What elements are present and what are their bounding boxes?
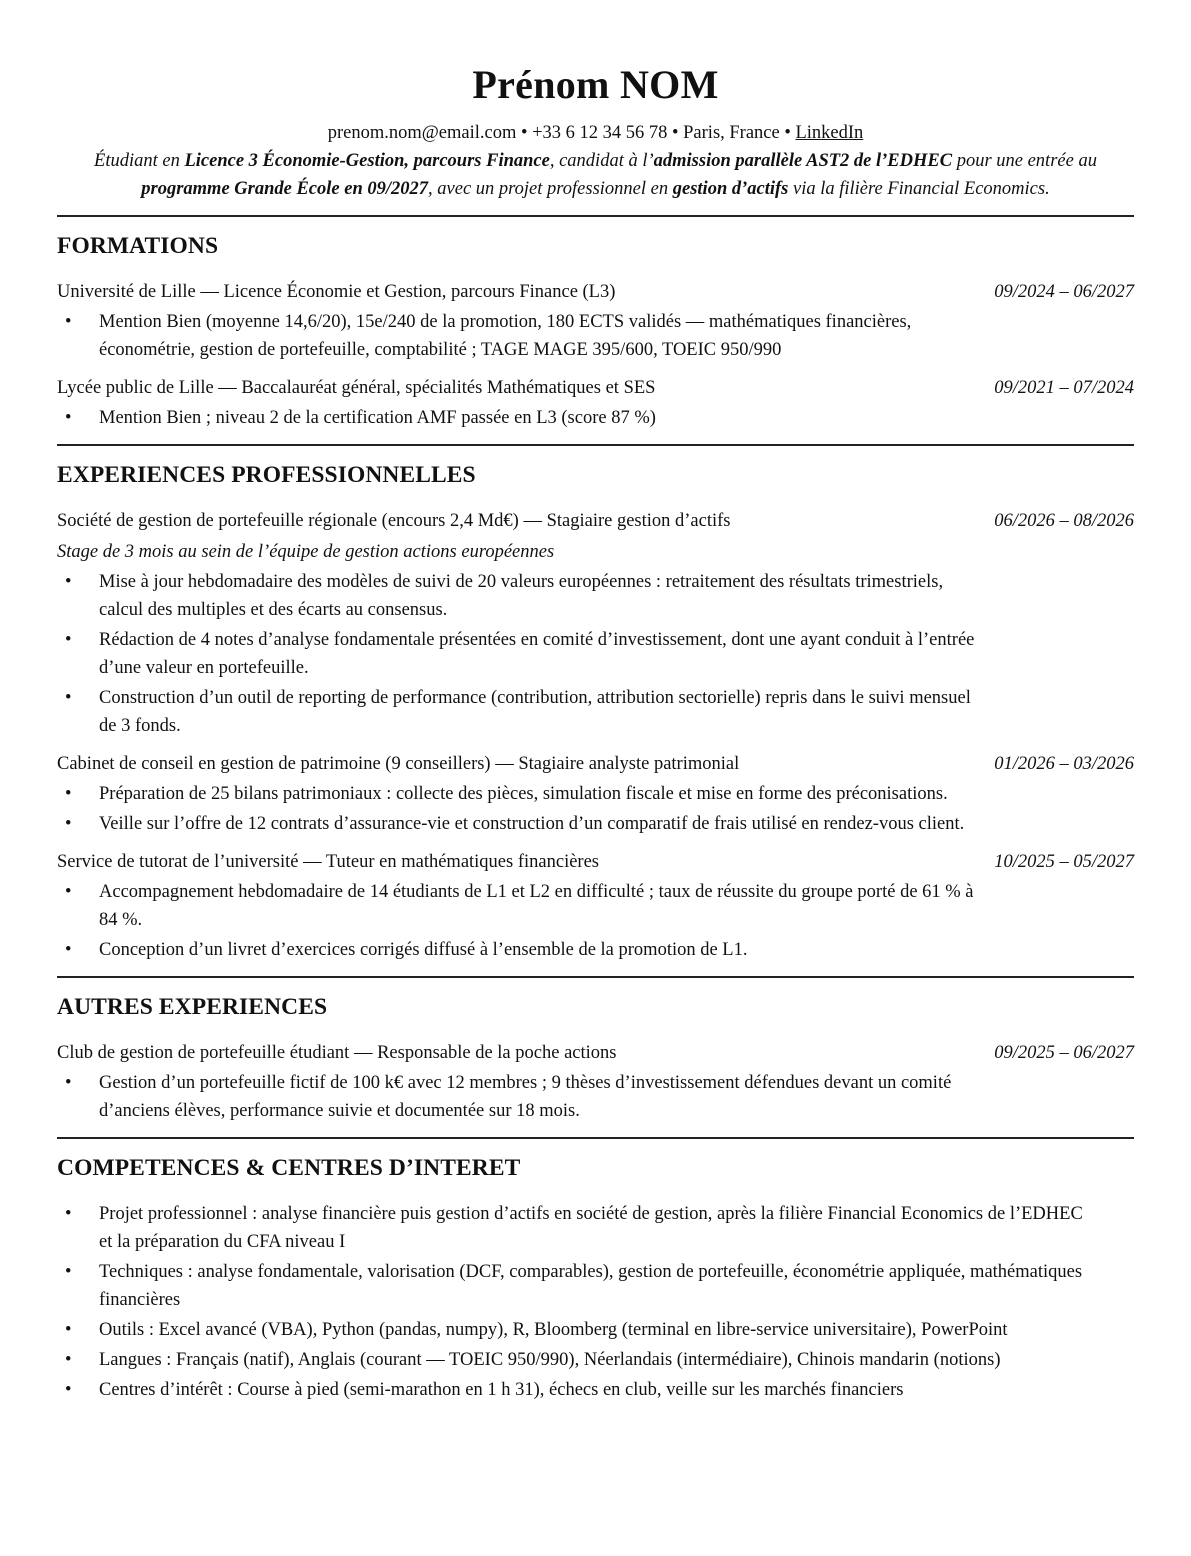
entry-dates: 01/2026 – 03/2026 [994, 754, 1134, 774]
entry-dates: 10/2025 – 05/2027 [994, 852, 1134, 872]
entry-header [57, 278, 1134, 306]
section [57, 992, 1134, 1125]
bullet-item: • Accompagnement hebdomadaire de 14 étudiants de L1 et L2 en difficulté ; taux de réussite du groupe porté de 61 % à 84 %. [57, 878, 1134, 934]
bullet-item: • Conception d’un livret d’exercices corrigés diffusé à l’ensemble de la promotion de L1. [57, 936, 1134, 964]
bullet-item: • Centres d’intérêt : Course à pied (semi-marathon en 1 h 31), échecs en club, veille sur les marchés financiers [57, 1376, 1134, 1404]
entry-dates: 09/2021 – 07/2024 [994, 378, 1134, 398]
entry-subtitle: Stage de 3 mois au sein de l’équipe de gestion actions européennes [57, 542, 555, 562]
bullet-list [57, 404, 1134, 432]
entry [57, 848, 1134, 964]
bullet-item: • Techniques : analyse fondamentale, valorisation (DCF, comparables), gestion de portefeuille, économétrie appliquée, mathématiques financières [57, 1258, 1134, 1314]
bullet-item: • Mention Bien (moyenne 14,6/20), 15e/240 de la promotion, 180 ECTS validés — mathématiques financières, économétrie, gestion de portefeuille, comptabilité ; TAGE MAGE 395/600, TOEIC 950/990 [57, 308, 1134, 364]
bullet-list [57, 780, 1134, 838]
bullet-item: • Construction d’un outil de reporting de performance (contribution, attribution sectorielle) repris dans le suivi mensuel de 3 fonds. [57, 684, 1134, 740]
entry-header [57, 750, 1134, 778]
section-divider [57, 444, 1134, 446]
bullet-item: • Préparation de 25 bilans patrimoniaux : collecte des pièces, simulation fiscale et mise en forme des préconisations. [57, 780, 1134, 808]
bullet-item: • Projet professionnel : analyse financière puis gestion d’actifs en société de gestion, après la filière Financial Economics de l’EDHEC et la préparation du CFA niveau I [57, 1200, 1134, 1256]
section-title: FORMATIONS [57, 233, 219, 259]
entry [57, 374, 1134, 432]
section-divider [57, 1137, 1134, 1139]
separator: • [516, 123, 533, 143]
phone: +33 6 12 34 56 78 [532, 123, 668, 143]
entry-title: Université de Lille — Licence Économie et Gestion, parcours Finance (L3) [57, 282, 616, 302]
contact-line [57, 120, 1134, 146]
entry-dates: 09/2025 – 06/2027 [994, 1043, 1134, 1063]
entry [57, 750, 1134, 838]
section [57, 231, 1134, 432]
resume-sections [57, 215, 1134, 1404]
email: prenom.nom@email.com [327, 123, 517, 143]
entry-title: Société de gestion de portefeuille régionale (encours 2,4 Md€) — Stagiaire gestion d’actifs [57, 511, 731, 531]
entry-title: Cabinet de conseil en gestion de patrimoine (9 conseillers) — Stagiaire analyste patrimonial [57, 754, 740, 774]
entry-dates: 09/2024 – 06/2027 [994, 282, 1134, 302]
bullet-item: • Mention Bien ; niveau 2 de la certification AMF passée en L3 (score 87 %) [57, 404, 1134, 432]
entry [57, 507, 1134, 740]
section [57, 1153, 1134, 1404]
summary-text: , avec un projet professionnel en [428, 179, 673, 199]
section-title: EXPERIENCES PROFESSIONNELLES [57, 462, 476, 488]
entry-header [57, 1039, 1134, 1067]
bullet-list [57, 878, 1134, 964]
entry [57, 1200, 1134, 1404]
section-divider [57, 215, 1134, 217]
section-title: COMPETENCES & CENTRES D’INTERET [57, 1155, 521, 1181]
summary-text: via la filière Financial Economics. [788, 179, 1050, 199]
entry-title: Club de gestion de portefeuille étudiant — Responsable de la poche actions [57, 1043, 617, 1063]
summary-highlight: programme Grande École en 09/2027 [141, 179, 429, 199]
candidate-name: Prénom NOM [472, 62, 719, 107]
bullet-item: • Veille sur l’offre de 12 contrats d’assurance-vie et construction d’un comparatif de frais utilisé en rendez-vous client. [57, 810, 1134, 838]
linkedin-link[interactable]: LinkedIn [795, 123, 864, 143]
section-title: AUTRES EXPERIENCES [57, 994, 328, 1020]
bullet-item: • Mise à jour hebdomadaire des modèles de suivi de 20 valeurs européennes : retraitement des résultats trimestriels, calcul des multiples et des écarts au consensus. [57, 568, 1134, 624]
separator: • [779, 123, 796, 143]
bullet-list [57, 1069, 1134, 1125]
summary-text: pour une entrée au [952, 151, 1097, 171]
entry [57, 278, 1134, 364]
section-divider [57, 976, 1134, 978]
summary-highlight: Licence 3 Économie-Gestion, parcours Finance [184, 151, 550, 171]
entry-title: Lycée public de Lille — Baccalauréat général, spécialités Mathématiques et SES [57, 378, 656, 398]
entry-dates: 06/2026 – 08/2026 [994, 511, 1134, 531]
bullet-list [57, 1200, 1134, 1404]
section [57, 460, 1134, 964]
bullet-list [57, 308, 1134, 364]
bullet-list [57, 568, 1134, 740]
entry-header [57, 848, 1134, 876]
summary-text: Étudiant en [94, 151, 185, 171]
summary-text: , candidat à l’ [549, 151, 654, 171]
city: Paris, France [683, 123, 780, 143]
bullet-item: • Langues : Français (natif), Anglais (courant — TOEIC 950/990), Néerlandais (intermédiaire), Chinois mandarin (notions) [57, 1346, 1134, 1374]
summary-highlight: gestion d’actifs [672, 179, 789, 199]
entry-header [57, 374, 1134, 402]
bullet-item: • Rédaction de 4 notes d’analyse fondamentale présentées en comité d’investissement, dont une ayant conduit à l’entrée d’une valeur en portefeuille. [57, 626, 1134, 682]
summary-highlight: admission parallèle AST2 de l’EDHEC [653, 151, 953, 171]
entry-title: Service de tutorat de l’université — Tuteur en mathématiques financières [57, 852, 599, 872]
entry-header [57, 507, 1134, 535]
separator: • [667, 123, 684, 143]
bullet-item: • Outils : Excel avancé (VBA), Python (pandas, numpy), R, Bloomberg (terminal en libre-service universitaire), PowerPoint [57, 1316, 1134, 1344]
profile-summary [57, 147, 1134, 203]
entry [57, 1039, 1134, 1125]
bullet-item: • Gestion d’un portefeuille fictif de 100 k€ avec 12 membres ; 9 thèses d’investissement défendues devant un comité d’anciens élèves, performance suivie et documentée sur 18 mois. [57, 1069, 1134, 1125]
